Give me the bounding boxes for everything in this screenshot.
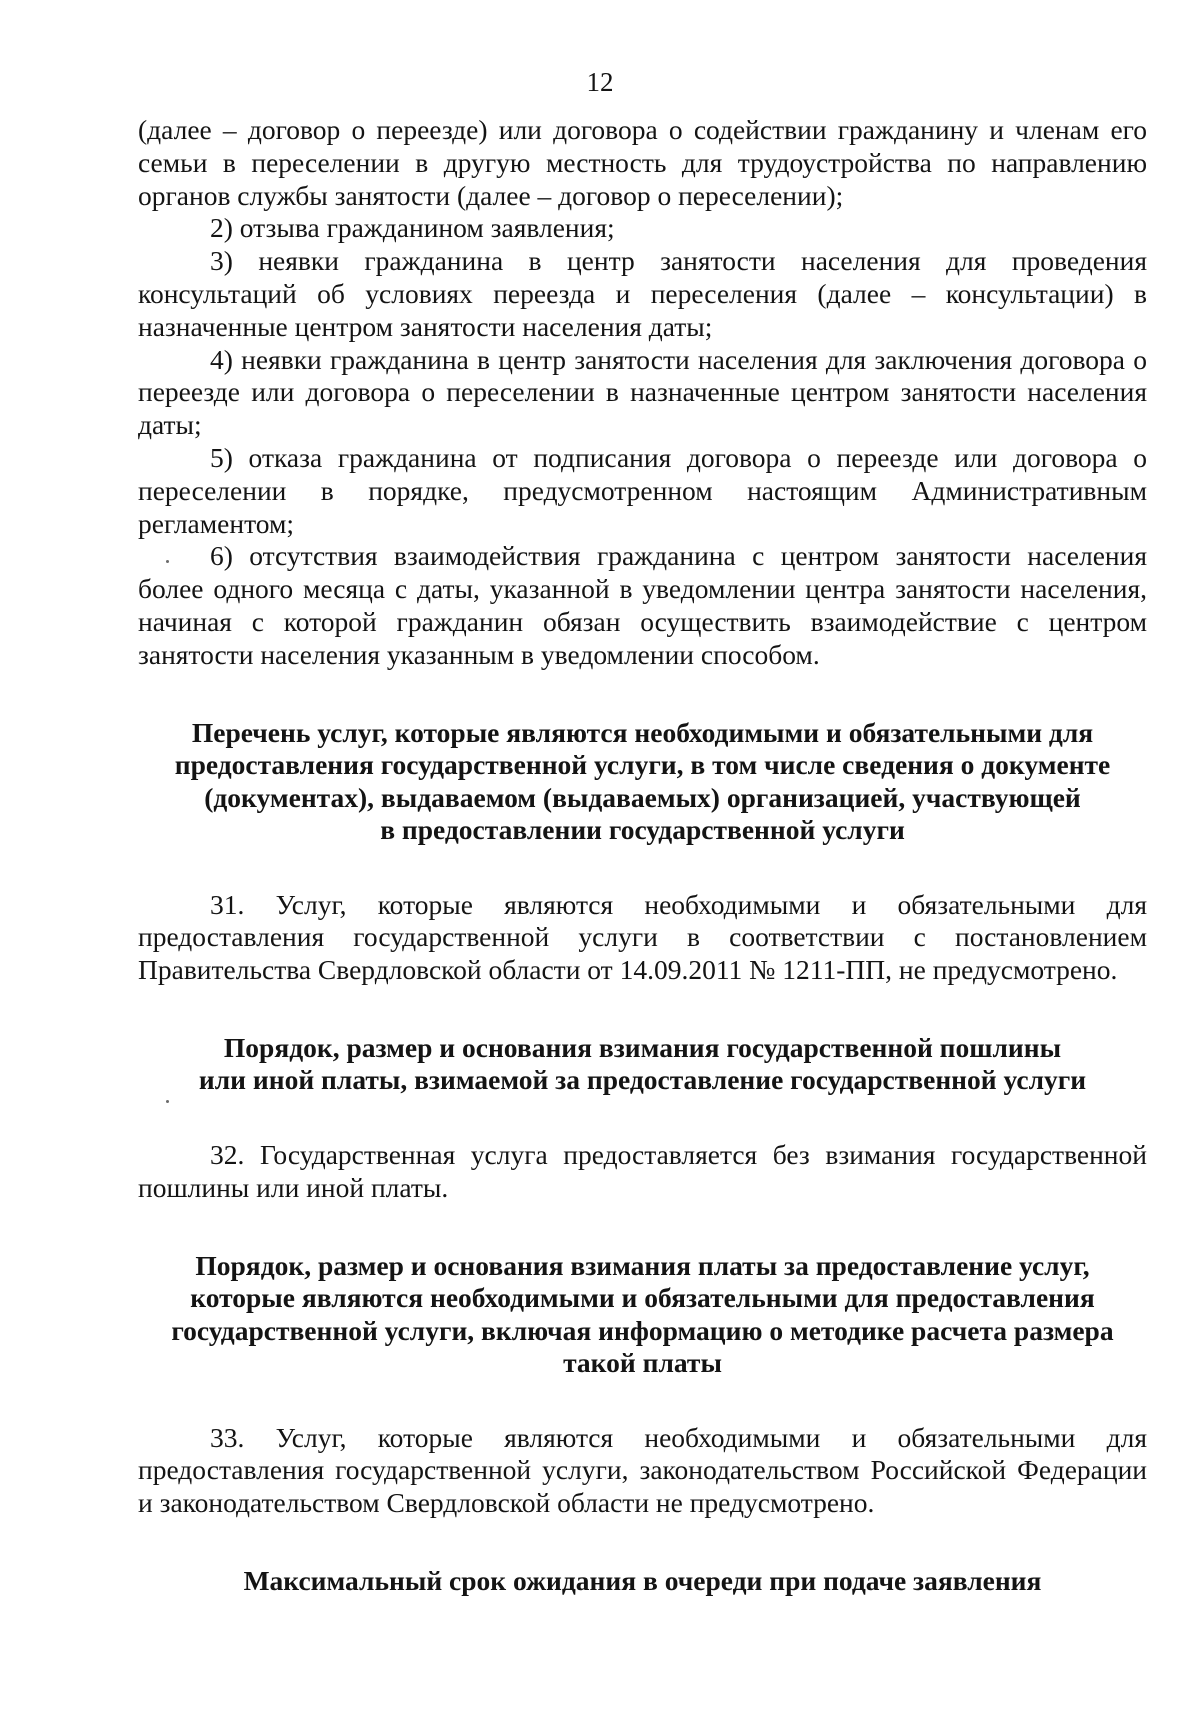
document-body <box>138 114 1147 1597</box>
page-number: 12 <box>586 67 614 97</box>
section-heading-queue: Максимальный срок ожидания в очереди при подаче заявления <box>243 1564 1042 1596</box>
list-item-6: 6) отсутствия взаимодействия гражданина с центром занятости населения более одного месяца с даты, указанной в уведомлении центра занятости населения, начиная с которой гражданин обязан осуществить взаимодействие с центром занятости населения указанным в уведомлении способом. <box>138 540 1147 670</box>
heading-line: или иной платы, взимаемой за предоставление государственной услуги <box>198 1064 1087 1096</box>
section-heading-32 <box>138 1032 1147 1097</box>
heading-line: государственной услуги, включая информацию о методике расчета размера <box>171 1314 1114 1346</box>
list-item-4: 4) неявки гражданина в центр занятости населения для заключения договора о переезде или договора о переселении в назначенные центром занятости населения даты; <box>138 343 1147 441</box>
heading-line: Перечень услуг, которые являются необходимыми и обязательными для <box>191 716 1094 748</box>
list-item-5: 5) отказа гражданина от подписания договора о переезде или договора о переселении в порядке, предусмотренном настоящим Административным регламентом; <box>138 441 1147 539</box>
section-heading-31 <box>138 717 1147 847</box>
heading-line: которые являются необходимыми и обязательными для предоставления <box>190 1282 1095 1314</box>
paragraph-continuation: (далее – договор о переезде) или договора о содействии гражданину и членам его семьи в переселении в другую местность для трудоустройства по направлению органов службы занятости (далее – договор о переселении); <box>138 114 1147 211</box>
list-item-2: 2) отзыва гражданином заявления; <box>210 212 615 244</box>
scan-speck <box>166 1100 169 1103</box>
scan-speck <box>166 560 169 563</box>
clause-32: 32. Государственная услуга предоставляется без взимания государственной пошлины или иной платы. <box>138 1138 1147 1203</box>
list-item-3: 3) неявки гражданина в центр занятости населения для проведения консультаций об условиях переезда и переселения (далее – консультации) в назначенные центром занятости населения даты; <box>138 245 1147 342</box>
clause-31: 31. Услуг, которые являются необходимыми и обязательными для предоставления государственной услуги в соответствии с постановлением Правительства Свердловской области от 14.09.2011 № 1211-ПП, не предусмотрено. <box>138 888 1147 986</box>
heading-line: в предоставлении государственной услуги <box>380 814 905 846</box>
clause-33: 33. Услуг, которые являются необходимыми и обязательными для предоставления государственной услуги, законодательством Российской Федерации и законодательством Свердловской области не предусмотрено. <box>138 1421 1147 1519</box>
heading-line: (документах), выдаваемом (выдаваемых) организацией, участвующей <box>204 781 1081 813</box>
heading-line: Порядок, размер и основания взимания платы за предоставление услуг, <box>195 1249 1090 1281</box>
heading-line: такой платы <box>563 1347 722 1379</box>
heading-line: Порядок, размер и основания взимания государственной пошлины <box>223 1031 1062 1063</box>
heading-line: предоставления государственной услуги, в том числе сведения о документе <box>174 749 1111 781</box>
section-heading-33 <box>138 1250 1147 1380</box>
